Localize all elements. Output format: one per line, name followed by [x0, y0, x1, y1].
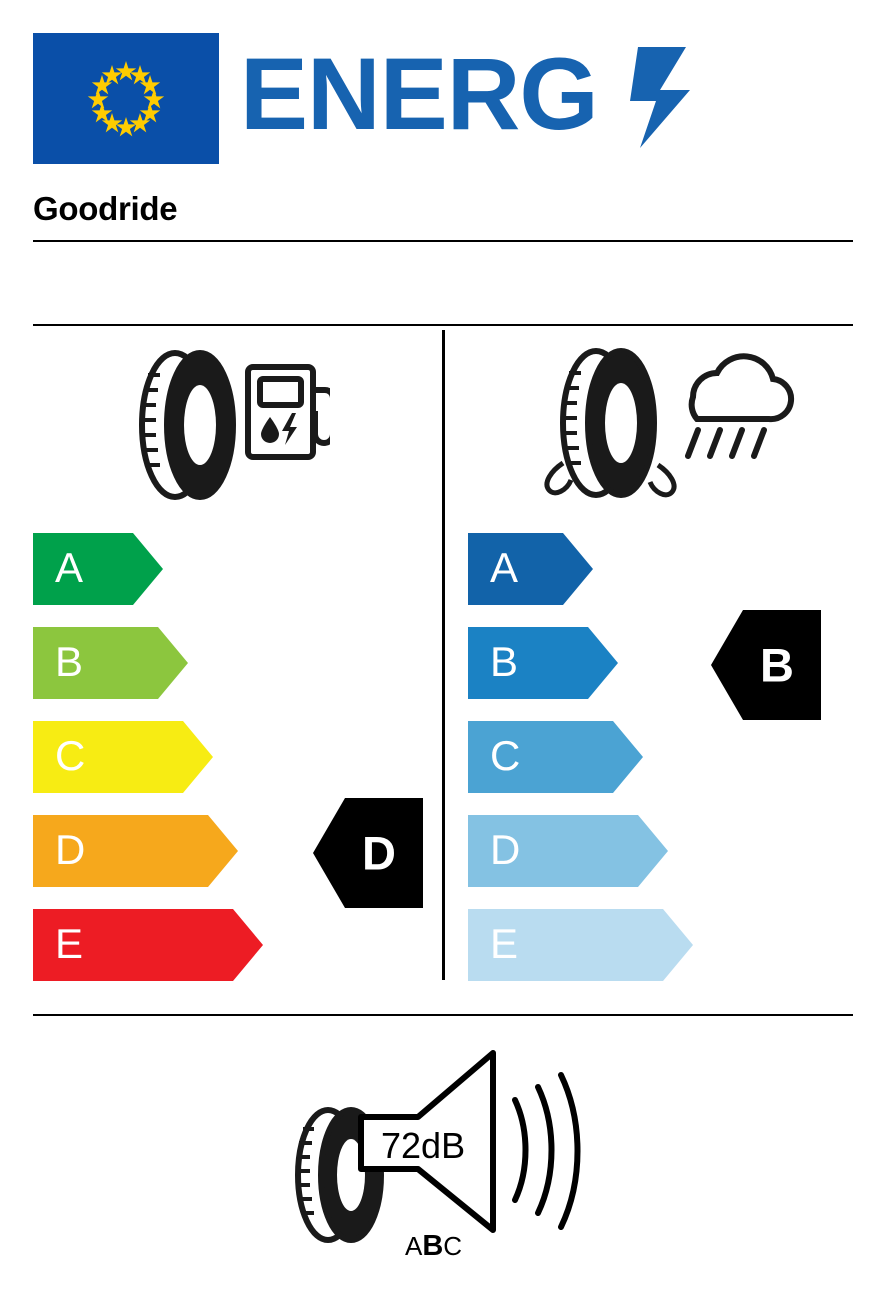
wet-class-letter-a: A	[490, 544, 519, 592]
fuel-class-letter-e: E	[55, 920, 84, 968]
noise-value: 72dB	[381, 1125, 466, 1166]
fuel-class-bar-d	[33, 815, 238, 887]
fuel-class-bar-b	[33, 627, 188, 699]
wet-class-letter-e: E	[490, 920, 519, 968]
fuel-class-letter-d: D	[55, 826, 86, 874]
wet-class-bar-d	[468, 815, 668, 887]
noise-section	[283, 1045, 603, 1275]
noise-class-b-selected: B	[422, 1230, 444, 1262]
energ-logo	[240, 45, 710, 150]
divider-vertical-center	[442, 330, 445, 980]
fuel-class-letter-c: C	[55, 732, 86, 780]
tyre-fuel-pump-icon	[120, 345, 330, 505]
fuel-class-bar-a	[33, 533, 163, 605]
fuel-result-marker	[313, 798, 423, 908]
wet-class-letter-b: B	[490, 638, 519, 686]
wet-class-bar-c	[468, 721, 643, 793]
fuel-result-letter: D	[362, 826, 396, 880]
wet-class-bar-b	[468, 627, 618, 699]
divider-above-noise	[33, 1014, 853, 1016]
fuel-class-bar-e	[33, 909, 263, 981]
wet-class-letter-c: C	[490, 732, 521, 780]
divider-top-classes	[33, 324, 853, 326]
eu-flag	[33, 33, 219, 164]
noise-class-c: C	[443, 1231, 463, 1261]
svg-text:ENERG: ENERG	[240, 45, 598, 150]
noise-class-scale	[405, 1230, 462, 1263]
wet-grip-result-marker	[711, 610, 821, 720]
fuel-class-letter-a: A	[55, 544, 84, 592]
brand-name: Goodride	[33, 190, 178, 227]
divider-under-brand	[33, 240, 853, 242]
noise-class-a: A	[405, 1231, 423, 1261]
wet-class-bar-e	[468, 909, 693, 981]
wet-grip-result-letter: B	[760, 638, 794, 692]
wet-class-letter-d: D	[490, 826, 521, 874]
fuel-class-bar-c	[33, 721, 213, 793]
fuel-class-letter-b: B	[55, 638, 84, 686]
wet-class-bar-a	[468, 533, 593, 605]
tyre-rain-cloud-icon	[528, 345, 798, 510]
